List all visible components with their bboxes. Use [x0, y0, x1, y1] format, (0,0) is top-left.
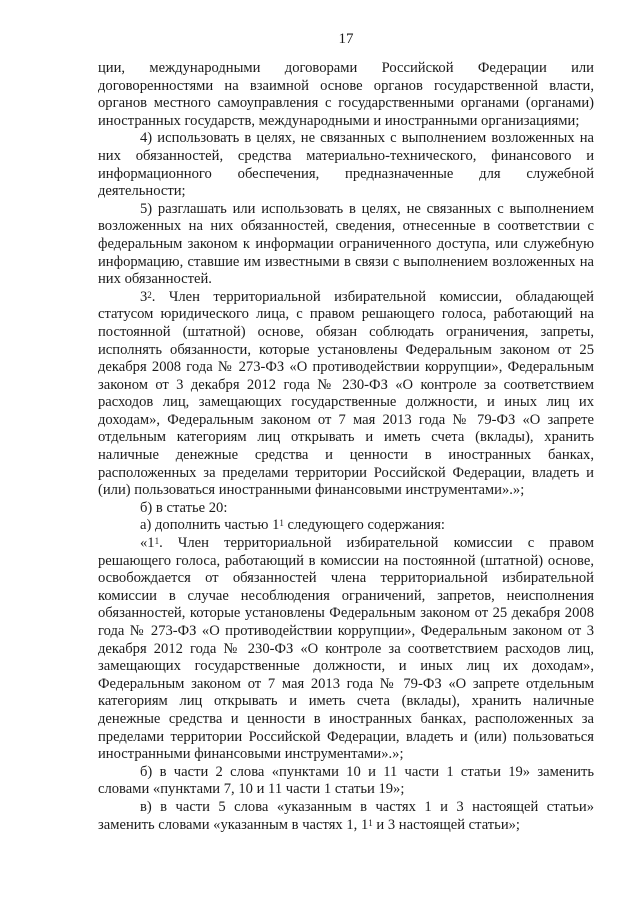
paragraph-text: б) в части 2 слова «пунктами 10 и 11 части 1 статьи 19» заменить словами «пунктами 7, 10 и 11 части 1 статьи 19»;: [98, 763, 594, 798]
paragraph-text: . Член территориальной избирательной комиссии с правом решающего голоса, работающий в комиссии на постоянной (штатной) основе, освобождается от обязанностей члена территориальной избирательной комиссии в случае несоблюдения ограничений, запретов, неисполнения обязанностей, которые установлены Федеральным законом от 25 декабря 2008 года № 273-ФЗ «О противодействии коррупции», Федеральным законом от 3 декабря 2012 года № 230-ФЗ «О контроле за соответствием расходов лиц, замещающих государственные должности, и иных лиц их доходам», Федеральным законом от 7 мая 2013 года № 79-ФЗ «О запрете отдельным категориям лиц открывать и иметь счета (вклады), хранить наличные денежные средства и ценности в иностранных банках, расположенных за пределами территории Российской Федерации, владеть и (или) пользоваться иностранными финансовыми инструментами».»;: [98, 535, 594, 763]
paragraph-text: ции, международными договорами Российской Федерации или договоренностями на взаимной основе органов государственной власти, органов местного самоуправления с государственными органами (органами) иностранных государств, международными и иностранными организациями;: [98, 60, 594, 129]
page-number: 17: [338, 31, 354, 47]
paragraph-text: и 3 настоящей статьи»;: [372, 816, 520, 833]
superscript: 1: [154, 536, 160, 547]
paragraph-text: 5) разглашать или использовать в целях, не связанных с выполнением возложенных на них обязанностей, сведения, отнесенные в соответствии с федеральным законом к информации ограниченного доступа, или служебную информацию, ставшие им известными в связи с выполнением возложенных на них обязанностей.: [98, 200, 594, 288]
paragraph-text: . Член территориальной избирательной комиссии, обладающей статусом юридического лица, с правом решающего голоса, работающий на постоянной (штатной) основе, обязан соблюдать ограничения, запреты, исполнять обязанности, которые установлены Федеральным законом от 25 декабря 2008 года № 273-ФЗ «О противодействии коррупции», Федеральным законом от 3 декабря 2012 года № 230-ФЗ «О контроле за соответствием расходов лиц, замещающих государственные должности, и иных лиц их доходам», Федеральным законом от 7 мая 2013 года № 79-ФЗ «О запрете отдельным категориям лиц открывать и иметь счета (вклады), хранить наличные денежные средства и ценности в иностранных банках, расположенных за пределами территории Российской Федерации, владеть и (или) пользоваться иностранными финансовыми инструментами».»;: [98, 288, 594, 499]
paragraph-text: следующего содержания:: [283, 517, 445, 534]
paragraph-article-20: [98, 500, 594, 518]
paragraph-prefix: в) в части 5 слова «указанным в частях 1 и 3 настоящей статьи» заменить словами «указанным в частях 1, 1: [98, 798, 594, 833]
paragraph-part-3-2: [98, 289, 594, 500]
superscript: 2: [147, 289, 152, 300]
paragraph-amend-b: [98, 764, 594, 799]
paragraph-amend-v: [98, 799, 594, 834]
document-page: [98, 30, 594, 834]
paragraph-text: 4) использовать в целях, не связанных с выполнением возложенных на них обязанностей, средства материально-технического, финансового и информационного обеспечения, предназначенные для служебной деятельности;: [98, 130, 594, 200]
paragraph-prefix: а) дополнить частью 1: [140, 517, 280, 534]
paragraph-prefix: 3: [140, 288, 148, 305]
paragraph-part-1-1: [98, 535, 594, 764]
paragraph-item-5: [98, 201, 594, 289]
paragraph-item-4: [98, 130, 594, 200]
paragraph-text: б) в статье 20:: [140, 499, 228, 516]
paragraph-continuation: [98, 60, 594, 130]
superscript: 1: [368, 817, 373, 828]
superscript: 1: [279, 518, 284, 529]
paragraph-amend-a: [98, 517, 594, 535]
paragraph-prefix: «1: [140, 535, 155, 552]
